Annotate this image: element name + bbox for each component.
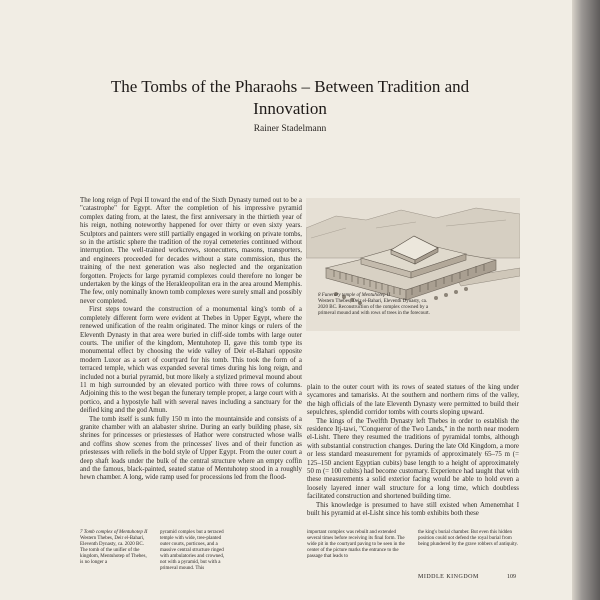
figure-caption-text: Western Thebes, Deir el-Bahari, Eleventh Dynasty, ca. 2020 BC. Reconstruction of the complex crowned by a primeval mound and with rows of trees in the forecourt. bbox=[318, 299, 430, 316]
body-column-left bbox=[80, 197, 302, 483]
footnote-caption-3: important complex was rebuilt and extended several times before receiving its final form. The wide pit in the courtyard paving to be seen in the center of the picture marks the entrance to the passage that leads to bbox=[307, 530, 405, 559]
body-paragraph: The long reign of Pepi II toward the end of the Sixth Dynasty turned out to be a "catastrophe" for Egypt. After the completion of his impressive pyramid complex dating from, at the latest, the first anniversary in the thirtieth year of his reign, nothing noteworthy happened for over thirty or even sixty years. Sculptors and painters were still partially engaged in working on private tombs, so in the artistic sphere the tradition of the royal cemeteries continued without interruption. The well-trained workcrews, stonecutters, masons, transporters, and engineers proceeded for decades without a state commission, thus the training of the next generation was also neglected and the organization forgotten. Projects for large pyramid complexes could therefore no longer be undertaken by the kings of the Herakleopolitan era in the area around Memphis. The few, only nominally known tomb complexes were surely small and possibly never completed. bbox=[80, 197, 302, 305]
figure-caption bbox=[318, 293, 436, 317]
figure-caption-label: 8 Funerary temple of Mentuhotep II bbox=[318, 293, 391, 298]
article-author: Rainer Stadelmann bbox=[253, 124, 327, 134]
footnote-caption-1 bbox=[80, 530, 148, 566]
body-paragraph: This knowledge is presumed to have still existed when Amenemhat I built his pyramid at el-Lisht since his tomb exhibits both these bbox=[307, 501, 519, 518]
body-paragraph: The kings of the Twelfth Dynasty left Thebes in order to establish the residence Itj-tawi, "Conqueror of the Two Lands," in the north near modern el-Lisht. There they resumed the traditions of pyramidal tombs, although with substantial construction changes. During the late Old Kingdom, a more or less standard measurement for pyramids of approximately 65–75 m (= 125–150 ancient Egyptian cubits) base length to a height of approximately 50 m (= 100 cubits) had become customary. Experience had taught that with these measurements a solid exterior facing would be able to hold even a loosely layered inner wall structure for a long time, which doubtless facilitated construction and shortened building time. bbox=[307, 417, 519, 501]
body-paragraph: plain to the outer court with its rows of seated statues of the king under sycamores and tamarisks. At the southern and northern rims of the valley, the high officials of the late Eleventh Dynasty were permitted to build their sepulchres, splendid corridor tombs with courts sloping upward. bbox=[307, 384, 519, 417]
body-paragraph: First steps toward the construction of a monumental king's tomb of a completely different form were evident at Thebes in Upper Egypt, where the renewed unification of the realm originated. The minor kings or rulers of the Eleventh Dynasty in that area were buried in cliff-side tombs with large outer courts. The unifier of the kingdom, Mentuhotep II, gave this tomb type its monumental effect by choosing the wide valley of Deir el-Bahari opposite modern Luxor as a sort of courtyard for his tomb. This took the form of a terraced temple, which was expanded several times during his long reign, and included not a burial pyramid, but more likely a stylized primeval mound about 11 m high surrounded by an elevated portico with three rows of columns. Adjoining this to the west began the funerary temple proper, a large court with a portico, and a hypostyle hall with several naves including a sanctuary for the deified king and the god Amun. bbox=[80, 306, 302, 415]
footnote-caption-label: 7 Tomb complex of Mentuhotep II bbox=[80, 530, 148, 535]
article-title: The Tombs of the Pharaohs – Between Tradition and Innovation bbox=[110, 77, 470, 118]
book-gutter-shadow bbox=[572, 0, 600, 600]
footnote-caption-4: the king's burial chamber. But even this hidden position could not defend the royal burial from being plundered by the grave robbers of antiquity. bbox=[418, 530, 518, 547]
running-head: MIDDLE KINGDOM bbox=[418, 574, 479, 580]
footnote-caption-text: Western Thebes, Deir el-Bahari, Eleventh Dynasty, ca. 2020 BC. The tomb of the unifier of the kingdom, Mentuhotep of Thebes, is no longer a bbox=[80, 536, 147, 565]
body-paragraph: The tomb itself is sunk fully 150 m into the mountainside and consists of a granite chamber with an alabaster shrine. During an early building phase, six shrines for princesses or priestesses of Hathor were constructed whose walls and coffins show scenes from the princesses' lives and of their function as priestesses with reliefs in the bold style of Upper Egypt. From the outer court a deep shaft leads under the bulk of the central structure where an empty coffin and the famous, black-painted, seated statue of Mentuhotep stood in a roughly hewn chamber. A long, wide ramp used for processions led from the flood- bbox=[80, 415, 302, 482]
body-column-right bbox=[307, 384, 519, 519]
page-number: 109 bbox=[507, 574, 516, 580]
footnote-caption-2: pyramid complex but a terraced temple with wide, tree-planted outer courts, porticoes, and a massive central structure ringed with ambulatories and crowned, not with a pyramid, but with a primeval mound. This bbox=[160, 530, 225, 571]
